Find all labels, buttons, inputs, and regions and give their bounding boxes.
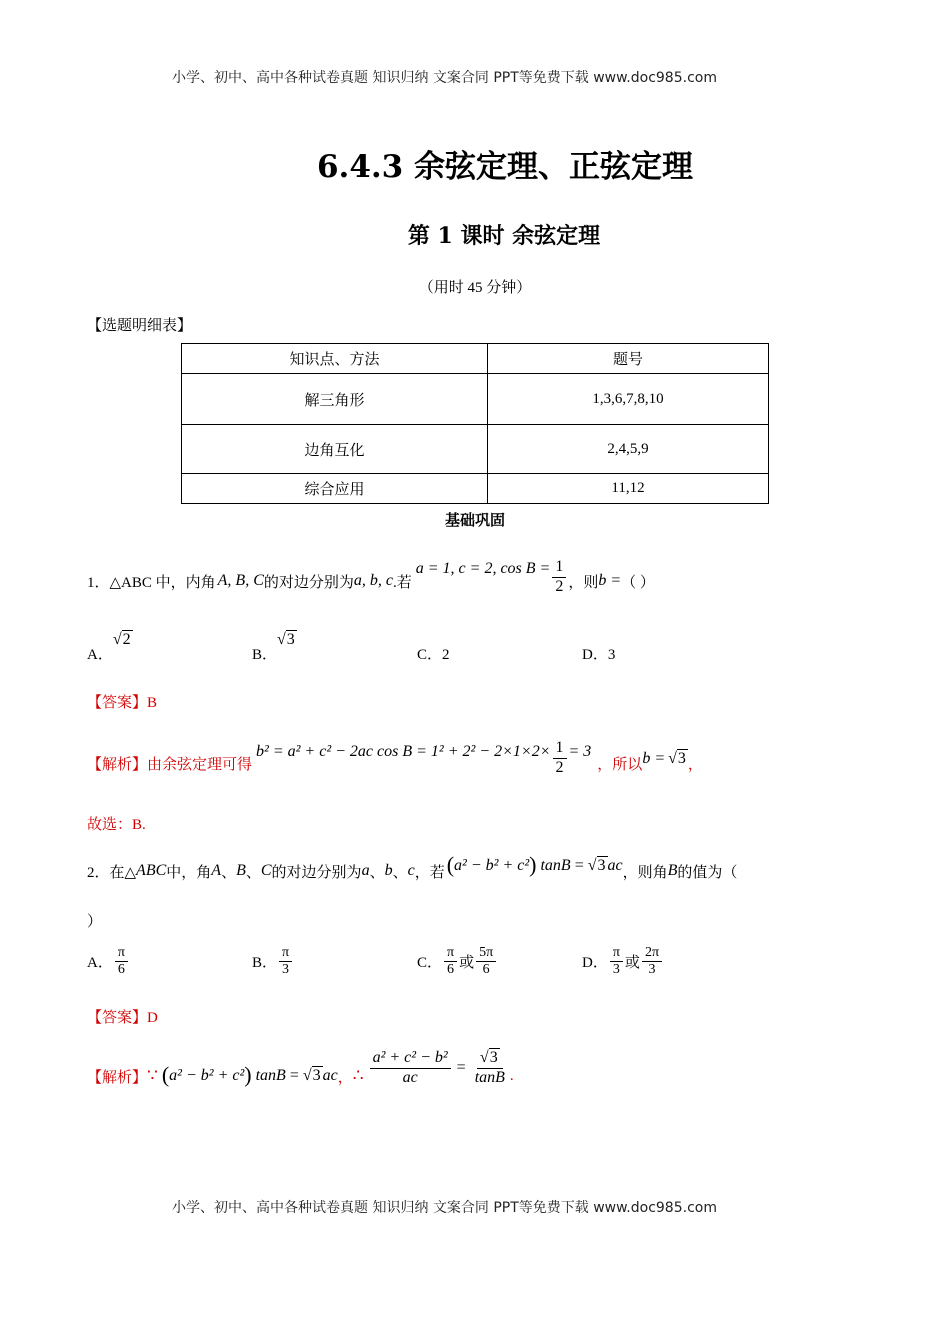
- q1-analysis: [87, 728, 703, 788]
- time-note: （用时 45 分钟）: [418, 280, 532, 296]
- q2-analysis: [87, 1040, 514, 1096]
- option-label: A．: [87, 647, 113, 663]
- q2-angle-b: B: [236, 862, 246, 879]
- q2-option-a: [87, 945, 130, 978]
- page-subtitle: 第 1 课时 余弦定理: [407, 223, 601, 249]
- option-value: 2: [442, 647, 450, 663]
- answer-value: D: [147, 1010, 158, 1026]
- fraction-numerator: π: [444, 945, 457, 962]
- q1-ask: b =: [598, 572, 622, 589]
- q1-conclusion: 故选：B.: [87, 817, 146, 833]
- option-value: 3: [607, 647, 616, 663]
- table-cell: 边角互化: [182, 425, 488, 474]
- answer-value: B: [147, 695, 158, 711]
- q1-answer-blank: （ ）: [621, 574, 655, 591]
- option-fraction: [476, 945, 496, 978]
- option-or: 或: [624, 955, 640, 972]
- fraction-denominator: 2: [555, 577, 564, 595]
- fraction-numerator: [477, 1049, 503, 1068]
- q2-stem-mid1: 中，角: [166, 864, 212, 881]
- q2-ask-var: B: [667, 862, 678, 879]
- radicand: 3: [312, 1067, 321, 1084]
- q2-side-a: a: [361, 862, 370, 879]
- analysis-label: 【解析】: [87, 1069, 148, 1086]
- period: .: [509, 1067, 514, 1084]
- q1-option-c: [417, 643, 450, 664]
- fraction-numerator: π: [610, 945, 623, 962]
- q1-condition: a = 1, c = 2, cos B =: [415, 560, 551, 577]
- radicand: 3: [597, 857, 606, 874]
- page-footer: 小学、初中、高中各种试卷真题 知识归纳 文案合同 PPT等免费下载 www.doc985.com: [172, 1200, 717, 1216]
- q1-option-d: [582, 643, 615, 664]
- q2-side-b: b: [384, 862, 393, 879]
- option-label: A．: [87, 955, 113, 972]
- fraction-numerator: π: [279, 945, 292, 962]
- table-row: [182, 474, 769, 504]
- q2-cond-tan: tanB: [255, 1067, 286, 1084]
- q1-sides: a, b, c: [353, 572, 393, 589]
- sqrt-symbol: √3: [587, 857, 606, 874]
- page-title: 6.4.3 余弦定理、正弦定理: [316, 149, 694, 185]
- sqrt-symbol: √2: [112, 631, 131, 648]
- option-fraction: [279, 945, 292, 978]
- analysis-lead: 由余弦定理可得: [147, 756, 253, 773]
- so-text: ，所以: [597, 756, 643, 773]
- q1-option-a: [87, 628, 133, 663]
- answer-label: 【答案】: [87, 695, 148, 711]
- comma: ，: [337, 1069, 353, 1086]
- fraction-denominator: 2: [555, 758, 564, 776]
- q1-option-b: [252, 628, 297, 663]
- fraction-numerator: π: [115, 945, 128, 962]
- radicand: 3: [677, 750, 686, 767]
- option-label: C．: [417, 955, 443, 972]
- q1-formula-left: b² = a² + c² − 2ac cos B = 1² + 2² − 2×1×2×: [256, 743, 551, 760]
- option-label: B．: [252, 647, 278, 663]
- section-label: 【选题明细表】: [87, 318, 193, 334]
- table-header-cell: 题号: [488, 344, 769, 374]
- option-fraction: [642, 945, 662, 978]
- fraction-denominator: 3: [282, 962, 290, 978]
- q2-close-paren: ）: [87, 914, 103, 930]
- q1-stem-prefix: 1．△ABC 中，内角: [87, 574, 216, 591]
- therefore-symbol: ∴: [352, 1066, 364, 1085]
- q2-analysis-condition: (a² − b² + c²) tanB = √3 ac: [161, 1062, 338, 1087]
- radicand: 3: [489, 1049, 498, 1067]
- sqrt-symbol: √3: [668, 750, 686, 767]
- option-fraction: [115, 945, 128, 978]
- radicand: 3: [286, 631, 295, 648]
- table-row: [182, 374, 769, 425]
- q1-stem-if: .若: [392, 574, 412, 591]
- option-fraction: [444, 945, 457, 978]
- q2-cond-eq: =: [574, 857, 584, 874]
- q2-cond-inner: a² − b² + c²: [454, 857, 530, 874]
- fraction-numerator: 5π: [476, 945, 496, 962]
- q2-ask-tail: 的值为（: [677, 864, 738, 881]
- q2-stem-suffix: ，则角: [622, 864, 668, 881]
- fraction-denominator: 6: [447, 962, 455, 978]
- table-cell: 1,3,6,7,8,10: [488, 374, 769, 425]
- q2-stem-prefix: 2．在△: [87, 864, 137, 881]
- q2-triangle: ABC: [136, 862, 167, 879]
- q2-stem-mid2: 的对边分别为: [271, 864, 362, 881]
- fraction-denominator: ac: [402, 1068, 418, 1086]
- analysis-label: 【解析】: [87, 756, 148, 773]
- fraction-denominator: 3: [648, 962, 656, 978]
- basic-section-label: 基础巩固: [444, 513, 505, 529]
- option-or: 或: [459, 955, 475, 972]
- separator: 、: [245, 864, 261, 881]
- table-header-row: [182, 344, 769, 374]
- q1-result-left: b =: [642, 750, 666, 767]
- q2-cond-eq: =: [289, 1067, 299, 1084]
- separator: 、: [392, 864, 408, 881]
- comma: ，: [687, 756, 703, 773]
- fraction-denominator: tanB: [474, 1068, 505, 1086]
- q1-stem-mid: 的对边分别为: [263, 574, 354, 591]
- q2-option-b: [252, 945, 294, 978]
- sqrt-symbol: √3: [277, 631, 295, 648]
- q2-ratio-eq: =: [456, 1059, 466, 1076]
- q1-formula-right: = 3: [568, 743, 592, 760]
- separator: 、: [369, 864, 385, 881]
- option-label: D．: [582, 955, 608, 972]
- q2-cond-tan: tanB: [540, 857, 571, 874]
- q2-angle-a: A: [211, 862, 222, 879]
- option-label: B．: [252, 955, 278, 972]
- fraction-denominator: 6: [482, 962, 490, 978]
- q1-answer: [87, 691, 157, 712]
- answer-label: 【答案】: [87, 1010, 148, 1026]
- q1-condition-fraction: [552, 558, 566, 596]
- sqrt-symbol: √3: [302, 1067, 321, 1084]
- question-2: [87, 845, 737, 885]
- table-cell: 综合应用: [182, 474, 488, 504]
- q2-side-c: c: [407, 862, 415, 879]
- table-row: [182, 425, 769, 474]
- q2-angle-c: C: [260, 862, 272, 879]
- topic-table: [181, 343, 769, 504]
- option-label: D．: [582, 647, 608, 663]
- q1-formula-fraction: [553, 739, 567, 777]
- page-header: 小学、初中、高中各种试卷真题 知识归纳 文案合同 PPT等免费下载 www.doc985.com: [172, 70, 717, 86]
- q2-cond-ac: ac: [322, 1067, 338, 1084]
- q2-condition: (a² − b² + c²) tanB = √3 ac: [446, 852, 623, 877]
- separator: 、: [221, 864, 237, 881]
- fraction-denominator: 6: [117, 962, 125, 978]
- table-cell: 解三角形: [182, 374, 488, 425]
- table-header-cell: 知识点、方法: [182, 344, 488, 374]
- table-cell: 11,12: [488, 474, 769, 504]
- q1-stem-suffix: ，则: [568, 574, 599, 591]
- option-fraction: [610, 945, 623, 978]
- option-label: C．: [417, 647, 443, 663]
- radicand: 2: [122, 631, 131, 648]
- q2-stem-if: ，若: [414, 864, 445, 881]
- sqrt-symbol: √3: [479, 1049, 498, 1067]
- q2-cond-ac: ac: [607, 857, 623, 874]
- q2-rhs-fraction: [472, 1049, 508, 1087]
- fraction-numerator: 1: [553, 739, 567, 758]
- question-1: [87, 541, 655, 613]
- q2-ratio-fraction: [370, 1049, 451, 1087]
- fraction-numerator: 1: [552, 558, 566, 577]
- table-cell: 2,4,5,9: [488, 425, 769, 474]
- fraction-numerator: a² + c² − b²: [370, 1049, 451, 1068]
- because-symbol: ∵: [147, 1066, 158, 1085]
- q2-option-d: [582, 945, 664, 978]
- fraction-numerator: 2π: [642, 945, 662, 962]
- q2-option-c: [417, 945, 498, 978]
- q2-answer: [87, 1006, 158, 1027]
- q1-angles: A, B, C: [217, 572, 264, 589]
- q2-cond-inner: a² − b² + c²: [169, 1067, 245, 1084]
- fraction-denominator: 3: [612, 962, 620, 978]
